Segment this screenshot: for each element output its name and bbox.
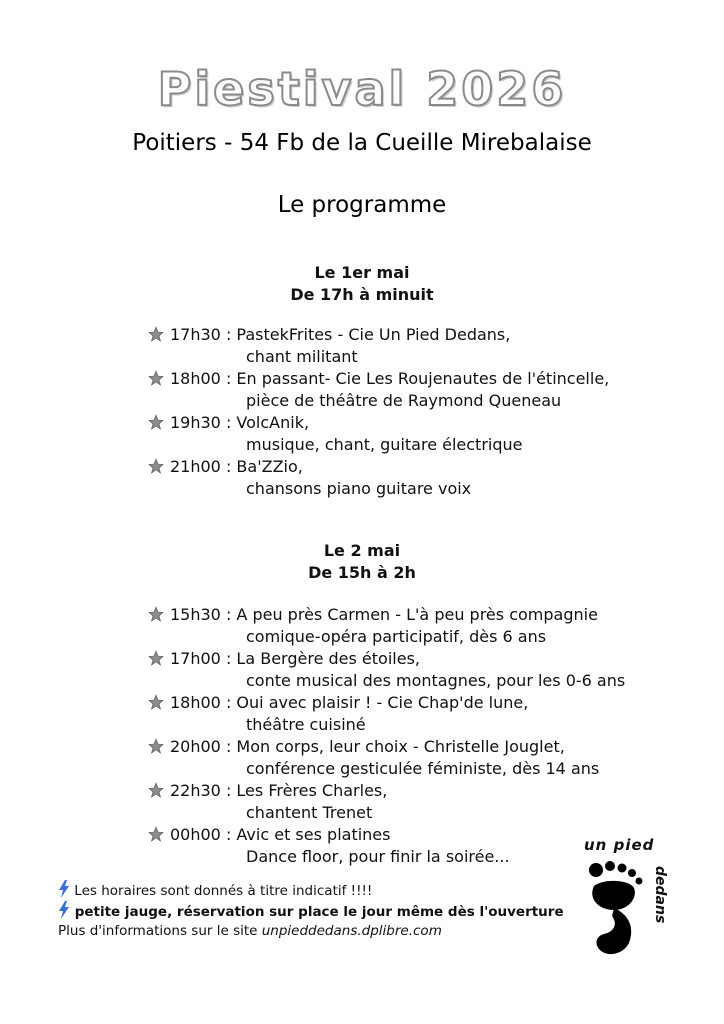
list-item (148, 604, 688, 648)
star-icon (148, 694, 164, 710)
day-1-date: Le 1er mai (314, 263, 410, 282)
list-item (148, 456, 688, 500)
footer-notes (58, 880, 598, 941)
lightning-icon (58, 880, 70, 898)
item-description: Dance floor, pour finir la soirée... (246, 847, 510, 866)
programme-heading: Le programme (277, 192, 447, 218)
item-description: théâtre cuisiné (246, 715, 366, 734)
star-icon (148, 826, 164, 842)
footer-note-info: Plus d'informations sur le site unpieddedans.dplibre.com (58, 923, 442, 939)
item-time-title: 17h30 : PastekFrites - Cie Un Pied Dedans, (170, 325, 511, 344)
item-time-title: 15h30 : A peu près Carmen - L'à peu près compagnie (170, 605, 598, 624)
list-item (148, 324, 688, 368)
item-time-title: 17h00 : La Bergère des étoiles, (170, 649, 420, 668)
star-icon (148, 650, 164, 666)
day-1-hours: De 17h à minuit (290, 285, 434, 304)
logo-text-side: dedans (652, 866, 668, 924)
website-link[interactable]: unpieddedans.dplibre.com (261, 923, 442, 939)
star-icon (148, 782, 164, 798)
item-description: chant militant (246, 347, 358, 366)
item-description: chansons piano guitare voix (246, 479, 472, 498)
list-item (148, 368, 688, 412)
star-icon (148, 326, 164, 342)
footer-note-booking: petite jauge, réservation sur place le jour même dès l'ouverture (58, 901, 598, 922)
star-icon (148, 370, 164, 386)
star-icon (148, 414, 164, 430)
star-icon (148, 606, 164, 622)
star-icon (148, 738, 164, 754)
day-2-heading (0, 540, 724, 584)
item-description: comique-opéra participatif, dès 6 ans (246, 627, 547, 646)
list-item (148, 648, 688, 692)
item-description: musique, chant, guitare électrique (246, 435, 523, 454)
lightning-icon (58, 901, 70, 919)
item-description: pièce de théâtre de Raymond Queneau (246, 391, 562, 410)
day-1-heading (0, 262, 724, 306)
day-2-schedule (148, 604, 688, 868)
item-time-title: 22h30 : Les Frères Charles, (170, 781, 388, 800)
star-icon (148, 458, 164, 474)
footer-note-schedule: Les horaires sont donnés à titre indicatif !!!! (58, 880, 598, 901)
day-2-date: Le 2 mai (323, 541, 401, 560)
list-item (148, 412, 688, 456)
list-item (148, 736, 688, 780)
item-description: conférence gesticulée féministe, dès 14 ans (246, 759, 600, 778)
item-time-title: 19h30 : VolcAnik, (170, 413, 310, 432)
page-title: Piestival 2026 (157, 62, 567, 116)
un-pied-dedans-logo (584, 836, 674, 956)
subtitle-address: Poitiers - 54 Fb de la Cueille Mirebalaise (132, 130, 592, 156)
item-description: chantent Trenet (246, 803, 373, 822)
day-2-hours: De 15h à 2h (308, 563, 416, 582)
item-time-title: 00h00 : Avic et ses platines (170, 825, 391, 844)
item-time-title: 20h00 : Mon corps, leur choix - Christelle Jouglet, (170, 737, 565, 756)
list-item (148, 692, 688, 736)
logo-text-top: un pied (584, 836, 655, 854)
list-item (148, 780, 688, 824)
item-description: conte musical des montagnes, pour les 0-6 ans (246, 671, 626, 690)
footprint-icon (584, 858, 654, 958)
item-time-title: 21h00 : Ba'ZZio, (170, 457, 303, 476)
item-time-title: 18h00 : Oui avec plaisir ! - Cie Chap'de lune, (170, 693, 529, 712)
item-time-title: 18h00 : En passant- Cie Les Roujenautes de l'étincelle, (170, 369, 610, 388)
day-1-schedule (148, 324, 688, 500)
